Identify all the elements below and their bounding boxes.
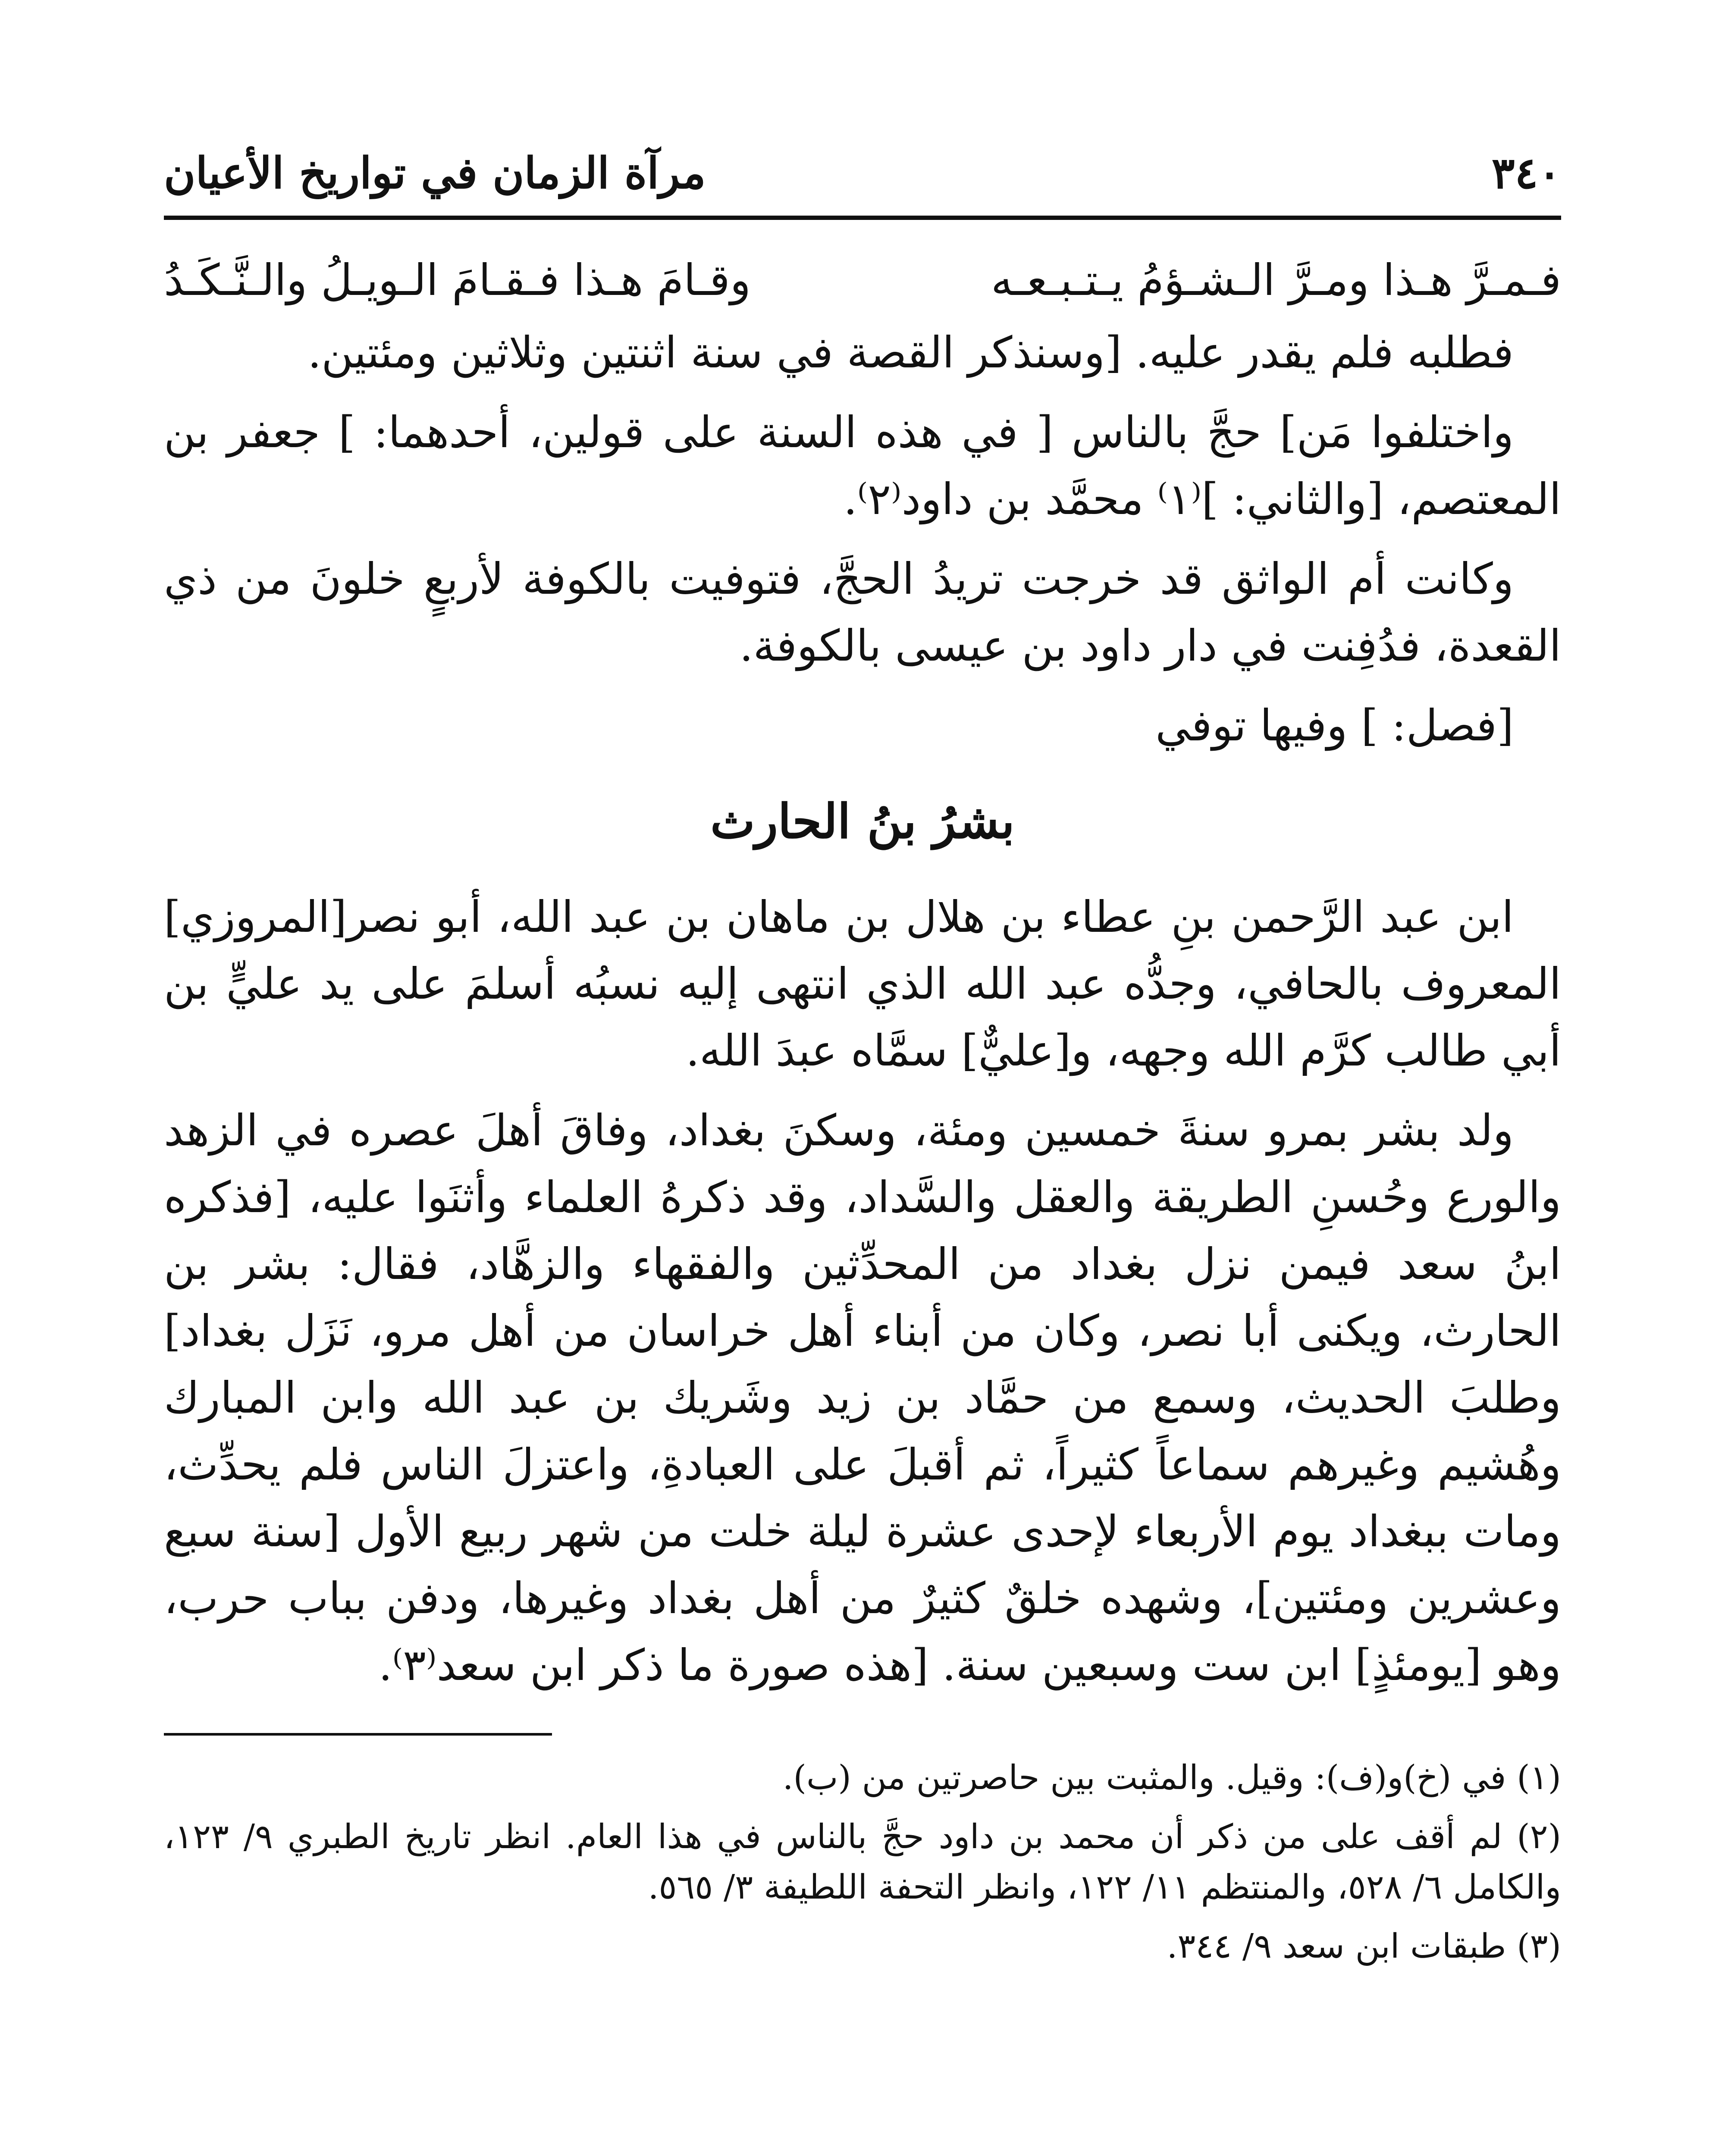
paragraph: فطلبه فلم يقدر عليه. [وسنذكر القصة في سنة اثنتين وثلاثين ومئتين.	[307, 327, 1514, 378]
paragraph: [فصل: ] وفيها توفي	[1155, 700, 1514, 751]
section-title: بشرُ بنُ الحارث	[710, 793, 1015, 849]
running-title: مرآة الزمان في تواريخ الأعيان	[164, 147, 706, 198]
footnote: (١) في (خ)و(ف): وقيل. والمثبت بين حاصرتين من (ب).	[782, 1758, 1561, 1797]
paragraph: وكانت أم الواثق قد خرجت تريدُ الحجَّ، فتوفيت بالكوفة لأربعٍ خلونَ من ذي القعدة، فدُفِنت في دار داود بن عيسى بالكوفة.	[164, 554, 1561, 671]
footnote: (٣) طبقات ابن سعد ٩/ ٣٤٤.	[1167, 1927, 1561, 1966]
paragraph: واختلفوا مَن] حجَّ بالناس [ في هذه السنة على قولين، أحدهما: ] جعفر بن المعتصم، [والثاني: ]⁽١⁾ محمَّد بن داود⁽٢⁾.	[164, 407, 1561, 524]
bio-paragraph: ابن عبد الرَّحمن بنِ عطاء بن هلال بن ماهان بن عبد الله، أبو نصر[المروزي] المعروف بالحافي، وجدُّه عبد الله الذي انتهى إليه نسبُه أسلمَ على يد عليٍّ بن أبي طالب كرَّم الله وجهه، و[عليٌّ] سمَّاه عبدَ الله.	[164, 892, 1561, 1076]
verse-hemistich-right: فـمـرَّ هـذا ومـرَّ الـشـؤمُ يـتـبـعـه	[991, 255, 1561, 305]
footnote-divider	[164, 1733, 552, 1736]
page-header	[164, 129, 1561, 220]
verse-hemistich-left: وقـامَ هـذا فـقـامَ الـويـلُ والـنَّـكَـدُ	[164, 255, 751, 305]
bio-paragraph: ولد بشر بمرو سنةَ خمسين ومئة، وسكنَ بغداد، وفاقَ أهلَ عصره في الزهد والورع وحُسنِ الطريقة والعقل والسَّداد، وقد ذكرهُ العلماء وأثنَوا عليه، [فذكره ابنُ سعد فيمن نزل بغداد من المحدِّثين والفقهاء والزهَّاد، فقال: بشر بن الحارث، ويكنى أبا نصر، وكان من أبناء أهل خراسان من أهل مرو، نَزَل بغداد] وطلبَ الحديث، وسمع من حمَّاد بن زيد وشَريك بن عبد الله وابن المبارك وهُشيم وغيرهم سماعاً كثيراً، ثم أقبلَ على العبادةِ، واعتزلَ الناس فلم يحدِّث، ومات ببغداد يوم الأربعاء لإحدى عشرة ليلة خلت من شهر ربيع الأول [سنة سبع وعشرين ومئتين]، وشهده خلقٌ كثيرٌ من أهل بغداد وغيرها، ودفن بباب حرب، وهو [يومئذٍ] ابن ست وسبعين سنة. [هذه صورة ما ذكر ابن سعد⁽٣⁾.	[164, 1105, 1562, 1690]
footnote: (٢) لم أقف على من ذكر أن محمد بن داود حجَّ بالناس في هذا العام. انظر تاريخ الطبري ٩/ ١٢٣، والكامل ٦/ ٥٢٨، والمنتظم ١١/ ١٢٢، وانظر التحفة اللطيفة ٣/ ٥٦٥.	[164, 1818, 1562, 1907]
poetry-verse	[164, 246, 1561, 315]
page-number: ٣٤٠	[1491, 147, 1561, 198]
